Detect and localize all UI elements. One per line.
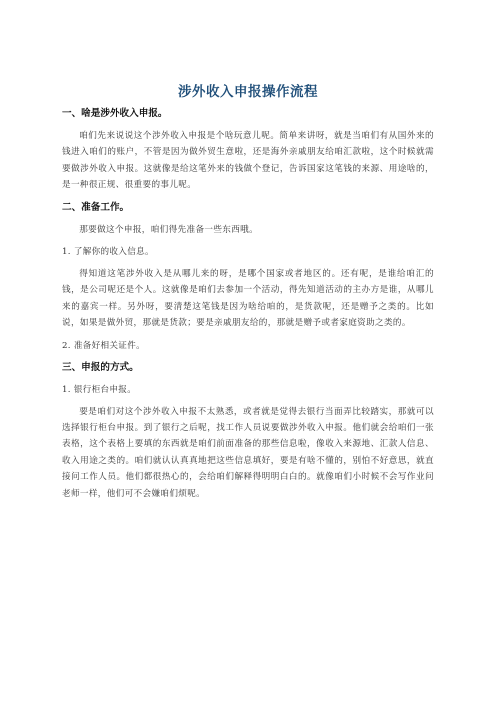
paragraph: 要是咱们对这个涉外收入申报不太熟悉，或者就是觉得去银行当面弄比较踏实，那就可以选择银行柜台申报。到了银行之后呢，找工作人员说要做涉外收入申报。他们就会给咱们一张表格，这个表格上要填的东西就是咱们前面准备的那些信息啦，像收入来源地、汇款人信息、收入用途之类的。咱们就认认真真地把这些信息填好，要是有啥不懂的，别怕不好意思，就直接问工作人员。他们都很热心的，会给咱们解释得明明白白的。就像咱们小时候不会写作业问老师一样，他们可不会嫌咱们烦呢。 bbox=[62, 406, 434, 499]
list-item: 1. 了解你的收入信息。 bbox=[62, 247, 154, 258]
page-title: 涉外收入申报操作流程 bbox=[178, 84, 318, 100]
section-heading: 三、申报的方式。 bbox=[62, 361, 139, 373]
paragraph: 咱们先来说说这个涉外收入申报是个啥玩意儿呢。简单来讲呀，就是当咱们有从国外来的钱进入咱们的账户，不管是因为做外贸生意啦，还是海外亲戚朋友给咱汇款啦，这个时候就需要做涉外收入申报。这就像是给这笔外来的钱做个登记，告诉国家这笔钱的来源、用途啥的，是一种很正规、很重要的事儿呢。 bbox=[62, 131, 434, 191]
paragraph: 那要做这个申报，咱们得先准备一些东西哦。 bbox=[79, 224, 259, 235]
section-heading: 一、啥是涉外收入申报。 bbox=[62, 108, 168, 119]
section-preparation bbox=[62, 200, 434, 354]
list-item: 2. 准备好相关证件。 bbox=[62, 340, 145, 351]
section-heading: 二、准备工作。 bbox=[62, 201, 130, 213]
list-item: 1. 银行柜台申报。 bbox=[62, 384, 137, 395]
paragraph: 得知道这笔涉外收入是从哪儿来的呀，是哪个国家或者地区的。还有呢，是谁给咱汇的钱，是公司呢还是个人。这就像是咱们去参加一个活动，得先知道活动的主办方是谁，从哪儿来的嘉宾一样。另外呀，要清楚这笔钱是因为啥给咱的，是货款呢，还是赠予之类的。比如说，如果是做外贸，那就是货款；要是亲戚朋友给的，那就是赠予或者家庭资助之类的。 bbox=[62, 269, 434, 329]
section-what-is bbox=[62, 106, 434, 194]
section-methods bbox=[62, 360, 434, 502]
